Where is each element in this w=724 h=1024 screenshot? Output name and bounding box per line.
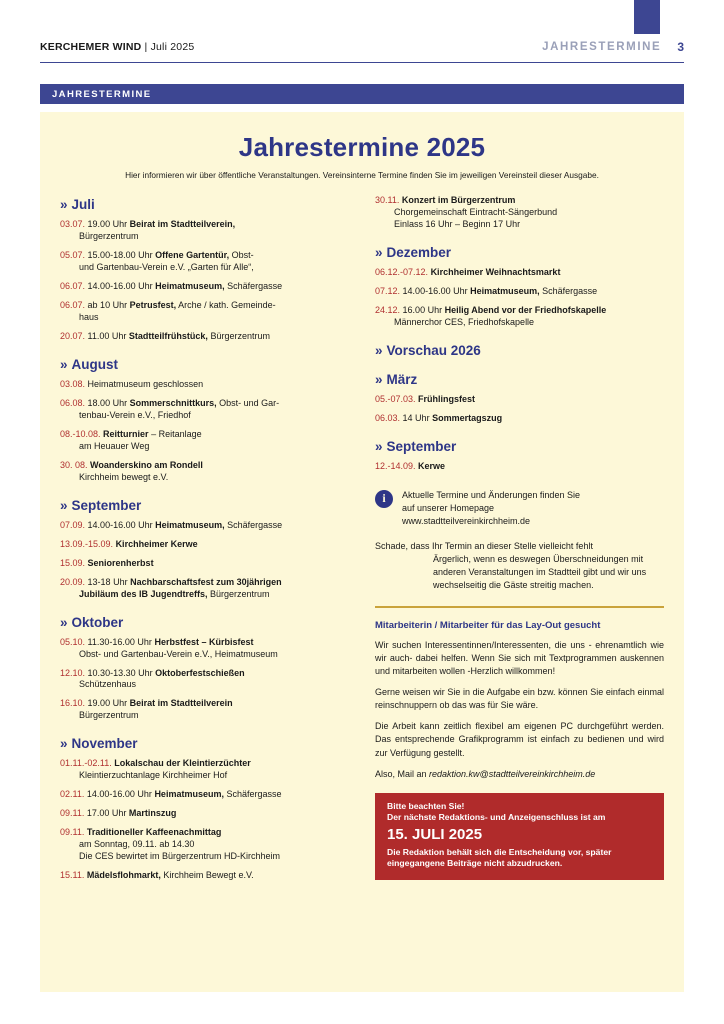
event-date: 05.-07.03. xyxy=(375,393,416,404)
event-time: 10.30-13.30 Uhr xyxy=(87,667,153,678)
event-title: Beirat im Stadtteilverein, xyxy=(129,219,236,230)
event-entry xyxy=(375,195,664,231)
event-date: 06.07. xyxy=(60,300,86,311)
month-heading xyxy=(375,372,664,387)
event-detail: Heimatmuseum geschlossen xyxy=(87,378,204,389)
month-heading xyxy=(375,245,664,260)
event-title: Heimatmuseum, xyxy=(154,789,224,800)
event-title: Oktoberfestschießen xyxy=(155,667,245,678)
event-entry xyxy=(60,758,349,782)
event-time: 16.00 Uhr xyxy=(402,305,443,316)
event-subline: Jubiläum des IB Jugendtreffs, Bürgerzentrum xyxy=(79,588,270,599)
event-subline: Bürgerzentrum xyxy=(79,231,139,242)
month-label: September xyxy=(71,497,142,513)
event-title: Woanderskino am Rondell xyxy=(90,459,203,470)
deadline-heading: Bitte beachten Sie! xyxy=(387,800,465,811)
event-entry xyxy=(60,219,349,243)
event-time: 19.00 Uhr xyxy=(87,698,128,709)
page-header xyxy=(40,34,684,60)
month-heading xyxy=(60,197,349,212)
event-detail: Bürgerzentrum xyxy=(207,330,270,341)
event-date: 24.12. xyxy=(375,305,401,316)
deadline-date: 15. JULI 2025 xyxy=(387,825,483,843)
event-time: 14.00-16.00 Uhr xyxy=(402,286,468,297)
event-subline: und Gartenbau-Verein e.V. „Garten für Alle“, xyxy=(79,262,254,273)
top-bar xyxy=(0,0,724,34)
event-date: 05.07. xyxy=(60,250,86,261)
month-heading xyxy=(60,615,349,630)
event-title: Frühlingsfest xyxy=(418,393,476,404)
month-marker: » xyxy=(60,614,68,630)
deadline-subheading: Der nächste Redaktions- und Anzeigenschluss ist am xyxy=(387,811,606,822)
event-entry xyxy=(60,331,349,343)
job-ad-paragraph-1: Wir suchen Interessentinnen/Interessenten, die uns - ehrenamtlich wie wir auch- dabei helfen. Wenn Sie sich mit Textprogrammen auskennen und mitarbeiten wollen -Herzlich willkommen! xyxy=(375,640,664,677)
event-title: Heilig Abend vor der Friedhofskapelle xyxy=(444,305,607,316)
deadline-disclaimer: Die Redaktion behält sich die Entscheidung vor, später eingegangene Beiträge nicht abzudrucken. xyxy=(387,846,612,869)
event-date: 20.09. xyxy=(60,576,86,587)
header-section-label: JAHRESTERMINE xyxy=(542,41,662,53)
info-text xyxy=(402,489,580,528)
event-title: Mädelsflohmarkt, xyxy=(86,870,161,881)
month-marker: » xyxy=(60,356,68,372)
event-title: Sommerschnittkurs, xyxy=(129,397,217,408)
page-subtitle: Hier informieren wir über öffentliche Veranstaltungen. Vereinsinterne Termine finden Sie im jeweiligen Vereinsteil dieser Ausgabe. xyxy=(125,170,599,180)
event-subline: Kleintierzuchtanlage Kirchheimer Hof xyxy=(79,770,228,781)
event-title: Heimatmuseum, xyxy=(155,281,225,292)
event-title: Martinszug xyxy=(128,808,177,819)
event-subline: haus xyxy=(79,312,99,322)
event-subline: Bürgerzentrum xyxy=(79,710,139,721)
event-title: Heimatmuseum, xyxy=(470,286,540,297)
event-subline: Chorgemeinschaft Eintracht-Sängerbund xyxy=(394,207,558,218)
event-date: 09.11. xyxy=(60,827,85,838)
info-line-2: auf unserer Homepage xyxy=(402,502,495,513)
event-entry xyxy=(375,286,664,298)
event-time: 14 Uhr xyxy=(402,412,430,423)
right-column xyxy=(375,195,664,889)
event-date: 16.10. xyxy=(60,698,86,709)
info-icon: i xyxy=(375,490,393,508)
homepage-link[interactable]: www.stadtteilvereinkirchheim.de xyxy=(402,515,531,526)
content-panel xyxy=(40,112,684,992)
event-title: Petrusfest, xyxy=(129,300,177,311)
event-entry xyxy=(60,460,349,484)
month-marker: » xyxy=(375,245,383,261)
month-marker: » xyxy=(375,438,383,454)
event-detail: Schäfergasse xyxy=(539,286,598,297)
event-subline: am Heuauer Weg xyxy=(79,440,150,451)
event-date: 08.-10.08. xyxy=(60,428,101,439)
header-rule xyxy=(40,62,684,63)
event-entry xyxy=(60,789,349,801)
month-marker: » xyxy=(60,197,68,213)
event-entry xyxy=(375,461,664,473)
note-text xyxy=(375,540,664,592)
event-detail: Schäfergasse xyxy=(224,281,283,292)
month-heading xyxy=(375,439,664,454)
deadline-notice-box xyxy=(375,793,664,880)
event-title: Beirat im Stadtteilverein xyxy=(129,698,233,709)
info-box xyxy=(375,489,664,528)
note-lead: Schade, dass Ihr Termin an dieser Stelle vielleicht fehlt xyxy=(375,541,593,552)
event-entry xyxy=(60,281,349,293)
event-time: 11.30-16.00 Uhr xyxy=(87,636,152,647)
event-entry xyxy=(60,637,349,661)
month-label: September xyxy=(386,438,457,454)
event-subline: Schützenhaus xyxy=(79,679,137,690)
job-ad xyxy=(375,620,664,780)
event-subline: Obst- und Gartenbau-Verein e.V., Heimatmuseum xyxy=(79,648,278,659)
event-time: 14.00-16.00 Uhr xyxy=(86,789,152,800)
month-label: Vorschau 2026 xyxy=(386,342,481,358)
issue-date: Juli 2025 xyxy=(150,41,195,53)
event-date: 30. 08. xyxy=(60,459,88,470)
event-time: ab 10 Uhr xyxy=(87,300,128,311)
event-date: 05.10. xyxy=(60,636,86,647)
event-date: 07.09. xyxy=(60,519,86,530)
month-heading xyxy=(60,357,349,372)
event-entry xyxy=(60,300,349,324)
event-date: 02.11. xyxy=(60,789,85,800)
event-detail: Schäfergasse xyxy=(224,519,283,530)
event-title: Stadtteilfrühstück, xyxy=(128,330,208,341)
header-separator: | xyxy=(141,41,151,53)
event-title: Seniorenherbst xyxy=(87,557,154,568)
month-heading xyxy=(60,736,349,751)
event-date: 30.11. xyxy=(375,195,400,206)
event-date: 06.12.-07.12. xyxy=(375,267,429,278)
page-number: 3 xyxy=(677,40,684,54)
month-label: März xyxy=(386,371,418,387)
event-entry xyxy=(60,668,349,692)
event-entry xyxy=(60,808,349,820)
event-subline: am Sonntag, 09.11. ab 14.30 xyxy=(79,839,195,850)
month-marker: » xyxy=(375,371,383,387)
event-entry xyxy=(60,520,349,532)
event-time: 15.00-18.00 Uhr xyxy=(87,250,153,261)
event-subline-2: Die CES bewirtet im Bürgerzentrum HD-Kirchheim xyxy=(79,851,281,862)
job-ad-paragraph-4: Also, Mail an redaktion.kw@stadtteilvereinkirchheim.de xyxy=(375,768,596,779)
event-detail: – Reitanlage xyxy=(148,428,202,439)
event-title: Offene Gartentür, xyxy=(155,250,230,261)
event-date: 06.03. xyxy=(375,412,401,423)
contact-email[interactable]: redaktion.kw@stadtteilvereinkirchheim.de xyxy=(429,768,596,779)
header-right xyxy=(542,40,684,54)
section-title-label: JAHRESTERMINE xyxy=(52,88,152,100)
job-ad-title: Mitarbeiterin / Mitarbeiter für das Lay-Out gesucht xyxy=(375,620,601,632)
event-entry xyxy=(60,870,349,882)
event-entry xyxy=(60,379,349,391)
event-title: Kirchheimer Kerwe xyxy=(115,538,198,549)
event-entry xyxy=(375,305,664,329)
event-detail: Schäfergasse xyxy=(223,789,282,800)
event-entry xyxy=(60,827,349,863)
event-title: Kirchheimer Weihnachtsmarkt xyxy=(430,267,561,278)
two-column-layout xyxy=(60,195,664,889)
event-title: Traditioneller Kaffeenachmittag xyxy=(86,827,222,838)
event-date: 03.08. xyxy=(60,378,86,389)
event-entry xyxy=(375,394,664,406)
event-date: 13.09.-15.09. xyxy=(60,538,114,549)
event-detail: Obst- xyxy=(229,250,254,261)
month-heading xyxy=(375,343,664,358)
event-date: 15.09. xyxy=(60,557,86,568)
event-entry xyxy=(60,558,349,570)
event-date: 07.12. xyxy=(375,286,401,297)
month-label: Dezember xyxy=(386,245,452,261)
event-title: Reitturnier xyxy=(103,428,149,439)
event-time: 13-18 Uhr xyxy=(87,576,128,587)
event-entry xyxy=(375,267,664,279)
gold-divider xyxy=(375,606,664,608)
event-title: Konzert im Bürgerzentrum xyxy=(401,195,516,206)
event-time: 18.00 Uhr xyxy=(87,397,128,408)
event-detail: Arche / kath. Gemeinde- xyxy=(176,300,276,311)
header-accent-block xyxy=(634,0,660,34)
event-subline-2: Einlass 16 Uhr – Beginn 17 Uhr xyxy=(394,219,521,230)
event-title: Nachbarschaftsfest zum 30jährigen xyxy=(130,576,282,587)
event-entry xyxy=(60,698,349,722)
event-detail: Kirchheim Bewegt e.V. xyxy=(160,870,254,881)
event-entry xyxy=(375,413,664,425)
month-label: Juli xyxy=(71,197,95,213)
event-date: 06.08. xyxy=(60,397,86,408)
event-time: 14.00-16.00 Uhr xyxy=(87,519,153,530)
month-marker: » xyxy=(60,736,68,752)
event-time: 19.00 Uhr xyxy=(87,219,128,230)
page-title: Jahrestermine 2025 xyxy=(238,132,486,162)
event-title: Lokalschau der Kleintierzüchter xyxy=(114,758,251,769)
event-date: 20.07. xyxy=(60,330,86,341)
event-subline: tenbau-Verein e.V., Friedhof xyxy=(79,409,191,420)
event-entry xyxy=(60,398,349,422)
event-title: Sommertagszug xyxy=(432,412,503,423)
publication-info xyxy=(40,41,194,53)
note-rest: Ärgerlich, wenn es deswegen Überschneidungen mit anderen Veranstaltungen im Stadtteil gibt und wir uns wechselseitig die Gäste streitig machen. xyxy=(433,554,647,591)
event-time: 17.00 Uhr xyxy=(86,808,127,819)
info-line-1: Aktuelle Termine und Änderungen finden Sie xyxy=(402,489,580,500)
event-date: 15.11. xyxy=(60,870,85,881)
event-date: 12.10. xyxy=(60,667,86,678)
event-title: Kerwe xyxy=(418,460,446,471)
month-heading xyxy=(60,498,349,513)
event-entry xyxy=(60,250,349,274)
event-title: Herbstfest – Kürbisfest xyxy=(154,636,254,647)
event-entry xyxy=(60,429,349,453)
left-column xyxy=(60,195,349,889)
month-label: Oktober xyxy=(71,614,124,630)
job-ad-paragraph-2: Gerne weisen wir Sie in die Aufgabe ein bzw. können Sie einfach einmal reinschnuppern ob das was für Sie wäre. xyxy=(375,687,664,711)
event-subline: Kirchheim bewegt e.V. xyxy=(79,471,169,482)
event-detail: Obst- und Gar- xyxy=(216,397,280,408)
event-entry xyxy=(60,539,349,551)
event-title: Heimatmuseum, xyxy=(155,519,225,530)
event-entry xyxy=(60,577,349,601)
event-date: 06.07. xyxy=(60,281,86,292)
month-label: August xyxy=(71,356,119,372)
publication-name: KERCHEMER WIND xyxy=(40,41,142,53)
section-title-bar xyxy=(40,84,684,104)
event-date: 12.-14.09. xyxy=(375,460,416,471)
event-date: 09.11. xyxy=(60,808,85,819)
event-time: 11.00 Uhr xyxy=(87,330,127,341)
month-marker: » xyxy=(60,497,68,513)
event-subline: Männerchor CES, Friedhofskapelle xyxy=(394,317,535,327)
event-date: 03.07. xyxy=(60,219,86,230)
event-time: 14.00-16.00 Uhr xyxy=(87,281,153,292)
month-marker: » xyxy=(375,342,383,358)
event-date: 01.11.-02.11. xyxy=(60,758,112,769)
job-ad-paragraph-3: Die Arbeit kann zeitlich flexibel am eigenen PC durchgeführt werden. Das entsprechende Grafikprogramm ist einfach zu bedienen und wird zur Verfügung gestellt. xyxy=(375,721,664,758)
month-label: November xyxy=(71,736,138,752)
